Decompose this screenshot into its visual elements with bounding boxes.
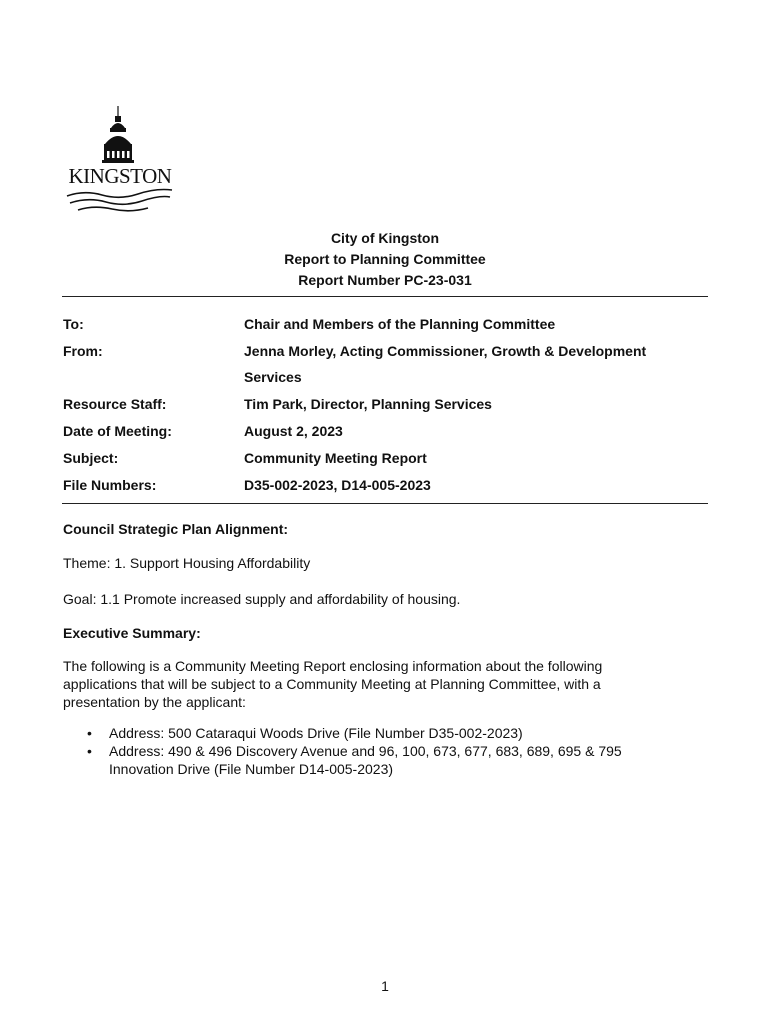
meta-value: August 2, 2023 [244,423,343,439]
logo-wordmark: KINGSTON [68,164,172,188]
report-number: Report Number PC-23-031 [298,272,472,288]
report-title-block [0,228,770,291]
strategic-goal: Goal: 1.1 Promote increased supply and affordability of housing. [63,591,461,607]
city-hall-dome-icon [64,104,176,214]
list-item-line: Innovation Drive (File Number D14-005-2023) [109,761,394,777]
meta-label: To: [63,316,84,332]
divider-top [62,296,708,297]
report-title: Report to Planning Committee [284,251,486,267]
meta-label: Resource Staff: [63,396,167,412]
page-number: 1 [381,978,389,994]
list-item [63,742,683,778]
organization-name: City of Kingston [330,230,440,246]
executive-summary-heading: Executive Summary: [63,625,201,641]
list-item-line: Address: 500 Cataraqui Woods Drive (File Number D35-002-2023) [109,725,523,741]
divider-bottom [62,503,708,504]
address-list [63,724,683,778]
meta-value-continued: Services [244,369,302,385]
meta-value: Jenna Morley, Acting Commissioner, Growth & Development [244,343,647,359]
meta-value: Tim Park, Director, Planning Services [244,396,492,412]
strategic-theme: Theme: 1. Support Housing Affordability [63,555,311,571]
bullet-icon: • [87,743,92,759]
meta-label: From: [63,343,103,359]
meta-label: Date of Meeting: [63,423,172,439]
meta-label: File Numbers: [63,477,157,493]
meta-value: D35-002-2023, D14-005-2023 [244,477,431,493]
bullet-icon: • [87,725,92,741]
city-logo [64,104,176,214]
meta-value: Community Meeting Report [244,450,427,466]
list-item [63,724,683,742]
intro-line: applications that will be subject to a Community Meeting at Planning Committee, with a [63,676,601,692]
executive-summary-intro [63,657,683,711]
list-item-line: Address: 490 & 496 Discovery Avenue and 96, 100, 673, 677, 683, 689, 695 & 795 [109,743,622,759]
meta-value: Chair and Members of the Planning Committee [244,316,556,332]
strategic-plan-heading: Council Strategic Plan Alignment: [63,521,289,537]
intro-line: presentation by the applicant: [63,694,246,710]
intro-line: The following is a Community Meeting Report enclosing information about the following [63,658,603,674]
meta-label: Subject: [63,450,119,466]
